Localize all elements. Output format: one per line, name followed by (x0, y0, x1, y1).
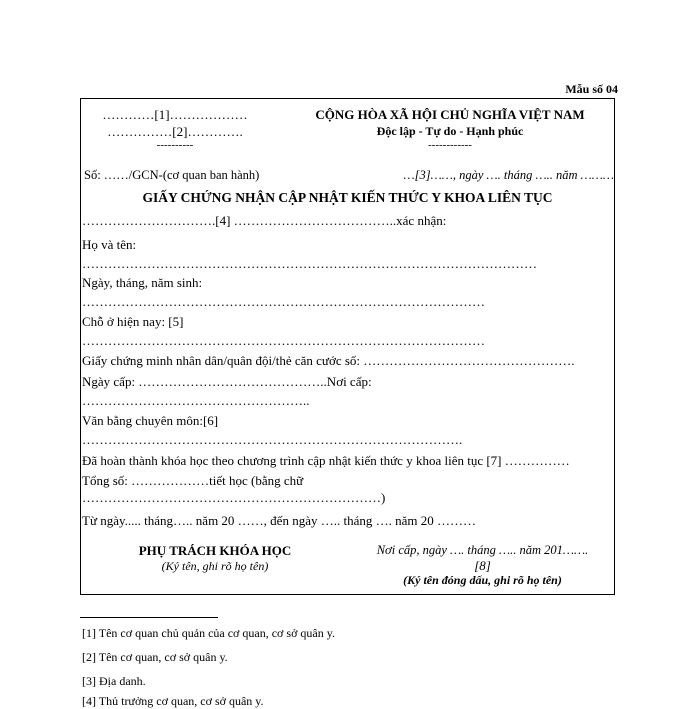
course-completion-line: Đã hoàn thành khóa học theo chương trình cập nhật kiến thức y khoa liên tục [7] …………… (82, 453, 570, 468)
course-leader-title: PHỤ TRÁCH KHÓA HỌC (138, 543, 292, 558)
certificate-title: GIẤY CHỨNG NHẬN CẬP NHẬT KIẾN THỨC Y KHOA LIÊN TỤC (142, 190, 553, 205)
agency-dashes: ---------- (156, 139, 194, 151)
birth-date-label: Ngày, tháng, năm sinh: (82, 275, 203, 290)
issue-date-place-line: Ngày cấp: ……………………………………..Nơi cấp: (82, 374, 372, 389)
place-date: …[3]……, ngày …. tháng ….. năm ……… (403, 168, 614, 182)
footnote-separator (80, 617, 218, 618)
issuer-ref: [8] (474, 558, 491, 573)
degree-line: ……………………………………………………………………………. (82, 432, 463, 447)
motto-dashes: ------------ (428, 139, 472, 151)
residence-line: ………………………………………………………………………………… (82, 333, 485, 348)
issuer-confirmation: ………………………….[4] ………………………………..xác nhận: (82, 213, 447, 228)
course-leader-note: (Ký tên, ghi rõ họ tên) (161, 559, 269, 573)
degree-label: Văn bằng chuyên môn:[6] (82, 413, 219, 428)
birth-date-line: ………………………………………………………………………………… (82, 294, 485, 309)
full-name-line: …………………………………………………………………………………………… (82, 256, 537, 271)
residence-label: Chỗ ở hiện nay: [5] (82, 314, 184, 329)
agency-parent-line: …………[1]……………… (102, 107, 248, 122)
date-range-line: Từ ngày..... tháng….. năm 20 ……, đến ngày ….. tháng …. năm 20 ……… (82, 513, 476, 528)
footnote-1: [1] Tên cơ quan chủ quản của cơ quan, cơ sở quân y. (82, 626, 335, 640)
total-hours-words-line: ……………………………………………………………) (82, 490, 386, 505)
total-hours-line: Tổng số: ………………tiết học (bằng chữ (82, 473, 304, 488)
footnote-4: [4] Thủ trưởng cơ quan, cơ sở quân y. (82, 694, 264, 708)
issue-place-line: …………………………………………….. (82, 393, 310, 408)
agency-line: ……………[2]…………. (107, 124, 243, 139)
footnote-3: [3] Địa danh. (82, 674, 146, 688)
form-number: Mẫu số 04 (565, 82, 618, 96)
footnote-2: [2] Tên cơ quan, cơ sở quân y. (82, 650, 228, 664)
motto: Độc lập - Tự do - Hạnh phúc (376, 124, 524, 138)
country-name: CỘNG HÒA XÃ HỘI CHỦ NGHĨA VIỆT NAM (315, 107, 585, 122)
id-number-line: Giấy chứng minh nhân dân/quân đội/thẻ căn cước số: …………………………………………. (82, 353, 575, 368)
full-name-label: Họ và tên: (82, 237, 137, 252)
issuer-place-date: Nơi cấp, ngày …. tháng ….. năm 201……. (376, 543, 589, 557)
issuer-signature-note: (Ký tên đóng dấu, ghi rõ họ tên) (403, 573, 562, 587)
document-number: Số: ……/GCN-(cơ quan ban hành) (84, 168, 260, 182)
